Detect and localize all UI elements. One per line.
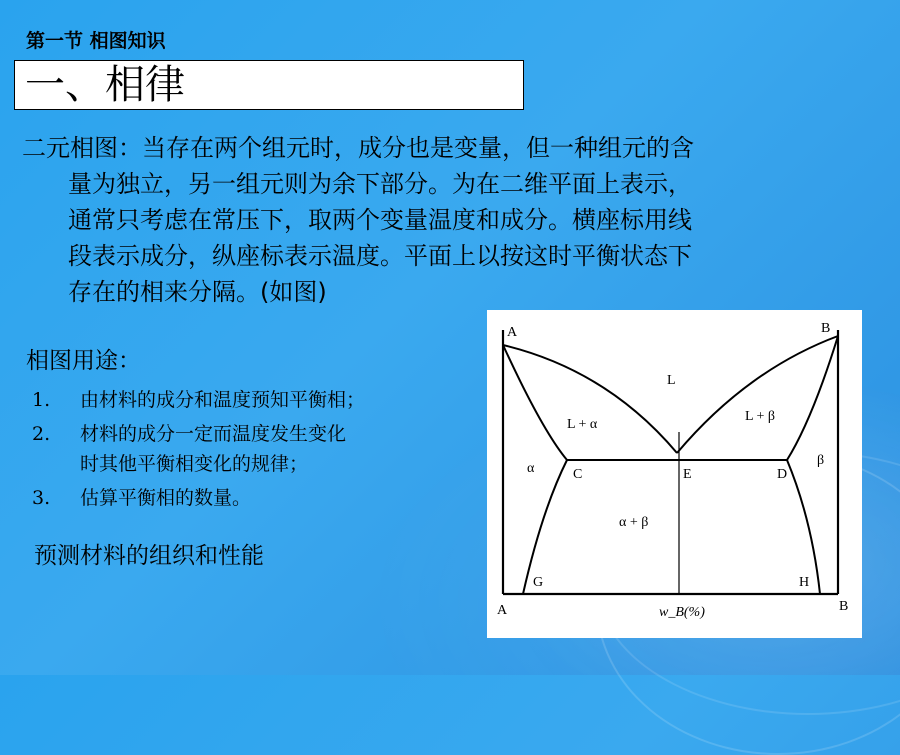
list-number: 3. [32,487,51,509]
solvus-left [523,460,567,594]
predict-text: 预测材料的组织和性能 [34,543,264,569]
label-e: E [683,467,692,482]
paragraph-line: 量为独立，另一组元则为余下部分。为在二维平面上表示， [68,170,692,198]
list-number: 1. [32,389,51,411]
paragraph-line: 段表示成分，纵座标表示温度。平面上以按这时平衡状态下 [68,242,692,270]
list-item [32,419,482,479]
uses-heading: 相图用途： [26,348,141,374]
list-number: 2. [32,423,51,445]
list-item [32,483,482,513]
intro-paragraph [22,130,882,310]
solvus-right [787,460,820,594]
label-liquid: L [667,373,676,388]
title-box [14,60,524,110]
label-beta: β [817,453,825,468]
list-item [32,385,482,415]
liquidus-right [677,336,838,453]
label-alpha-beta: α + β [619,515,649,530]
list-text: 时其他平衡相变化的规律； [80,453,309,475]
paragraph-line: 通常只考虑在常压下，取两个变量温度和成分。横座标用线 [68,206,692,234]
list-text: 估算平衡相的数量。 [80,487,252,509]
label-a-top: A [507,325,518,340]
label-alpha: α [527,461,535,476]
label-l-beta: L + β [745,409,776,424]
slide-title: 一、相律 [25,62,185,108]
label-a-bottom: A [497,603,508,618]
phase-diagram [487,310,862,638]
phase-diagram-svg [487,310,862,638]
label-b-top: B [821,321,831,336]
uses-list [32,385,482,517]
label-h: H [799,575,810,590]
paragraph-line: 二元相图：当存在两个组元时，成分也是变量，但一种组元的含 [22,134,694,162]
label-c: C [573,467,583,482]
label-g: G [533,575,544,590]
axis-label: w_B(%) [659,605,705,620]
section-label: 第一节 相图知识 [26,30,166,52]
label-d: D [777,467,788,482]
list-text: 材料的成分一定而温度发生变化 [80,423,347,445]
paragraph-line: 存在的相来分隔。(如图) [68,278,327,306]
list-text: 由材料的成分和温度预知平衡相； [80,389,366,411]
label-l-alpha: L + α [567,417,598,432]
label-b-bottom: B [839,599,849,614]
